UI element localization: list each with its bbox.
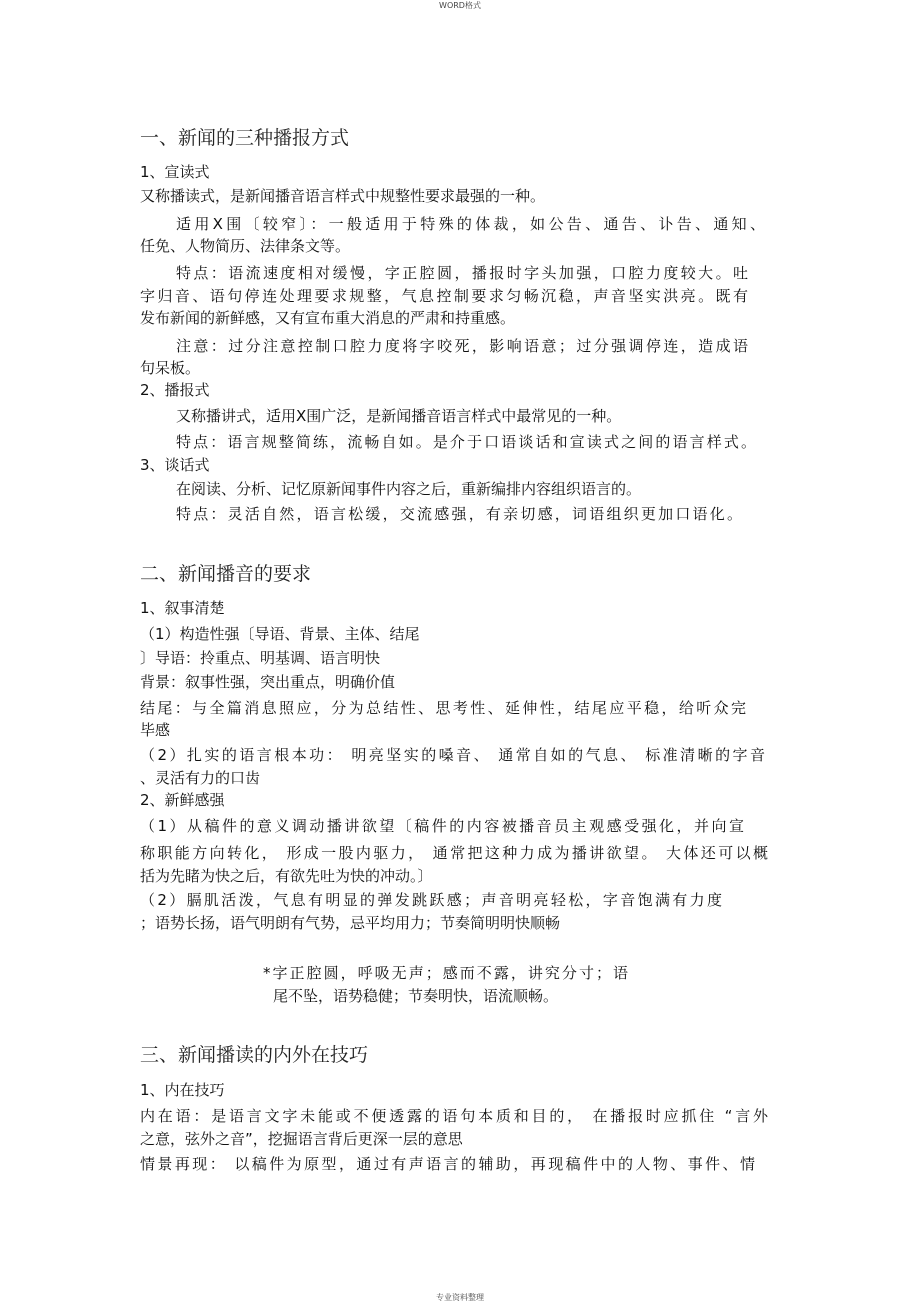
paragraph-line: 之意，弦外之音”，挖掘语言背后更深一层的意思: [140, 1130, 463, 1148]
paragraph-line: 适用X围〔较窄〕：一般适用于特殊的体裁，如公告、通告、讣告、通知、: [176, 215, 765, 233]
paragraph-line: 结尾：与全篇消息照应，分为总结性、思考性、延伸性，结尾应平稳，给听众完: [140, 699, 746, 717]
paragraph-line: （1）构造性强〔导语、背景、主体、结尾: [140, 625, 420, 643]
section-heading-2: 二、新闻播音的要求: [140, 563, 312, 585]
subheading: 1、内在技巧: [140, 1081, 225, 1099]
paragraph-line: 括为先睹为快之后，有欲先吐为快的冲动。〕: [140, 867, 433, 885]
paragraph-line: 、灵活有力的口齿: [140, 769, 261, 787]
subheading: 1、叙事清楚: [140, 599, 225, 617]
subheading: 2、播报式: [140, 381, 210, 399]
paragraph-line: 特点：灵活自然，语言松缓，交流感强，有亲切感，词语组织更加口语化。: [176, 505, 742, 523]
paragraph-line: 注意：过分注意控制口腔力度将字咬死，影响语意；过分强调停连，造成语: [176, 337, 748, 355]
paragraph-line: ；语势长扬，语气明朗有气势，忌平均用力；节奏简明明快顺畅: [140, 914, 561, 932]
section-heading-1: 一、新闻的三种播报方式: [140, 127, 350, 149]
section-heading-3: 三、新闻播读的内外在技巧: [140, 1044, 369, 1066]
note-line: 尾不坠，语势稳健；节奏明快，语流顺畅。: [273, 987, 559, 1005]
paragraph-line: 发布新闻的新鲜感，又有宣布重大消息的严肃和持重感。: [140, 309, 516, 327]
page-header: WORD格式: [439, 1, 481, 10]
paragraph-line: 又称播读式，是新闻播音语言样式中规整性要求最强的一种。: [140, 187, 546, 205]
subheading: 3、谈话式: [140, 456, 210, 474]
paragraph-line: 〕导语：拎重点、明基调、语言明快: [140, 649, 381, 667]
paragraph-line: （2）扎实的语言根本功： 明亮坚实的嗓音、 通常自如的气息、 标准清晰的字音: [140, 746, 765, 764]
paragraph-line: 句呆板。: [140, 359, 201, 377]
paragraph-line: 背景：叙事性强，突出重点，明确价值: [140, 673, 396, 691]
paragraph-line: 内在语：是语言文字未能或不便透露的语句本质和目的， 在播报时应抓住 “言外: [140, 1107, 768, 1125]
paragraph-line: （1）从稿件的意义调动播讲欲望〔稿件的内容被播音员主观感受强化，并向宣: [140, 817, 744, 835]
paragraph-line: 在阅读、分析、记忆原新闻事件内容之后，重新编排内容组织语言的。: [176, 480, 642, 498]
paragraph-line: 称职能方向转化， 形成一股内驱力， 通常把这种力成为播讲欲望。 大体还可以概: [140, 844, 768, 862]
paragraph-line: 字归音、语句停连处理要求规整，气息控制要求匀畅沉稳，声音坚实洪亮。既有: [140, 287, 748, 305]
paragraph-line: 又称播讲式，适用X围广泛，是新闻播音语言样式中最常见的一种。: [176, 407, 622, 425]
paragraph-line: 特点：语言规整简练，流畅自如。是介于口语谈话和宣读式之间的语言样式。: [176, 433, 756, 451]
paragraph-line: （2）膈肌活泼，气息有明显的弹发跳跃感；声音明亮轻松，字音饱满有力度: [140, 891, 722, 909]
paragraph-line: 情景再现： 以稿件为原型，通过有声语言的辅助，再现稿件中的人物、事件、情: [140, 1155, 755, 1173]
page-footer: 专业资料整理: [436, 1293, 484, 1302]
subheading: 2、新鲜感强: [140, 791, 225, 809]
subheading: 1、宣读式: [140, 163, 210, 181]
paragraph-line: 毕感: [140, 721, 171, 739]
paragraph-line: 任免、人物简历、法律条文等。: [140, 237, 351, 255]
paragraph-line: 特点：语流速度相对缓慢，字正腔圆，播报时字头加强，口腔力度较大。吐: [176, 264, 748, 282]
note-line: *字正腔圆，呼吸无声；感而不露，讲究分寸；语: [263, 964, 628, 982]
